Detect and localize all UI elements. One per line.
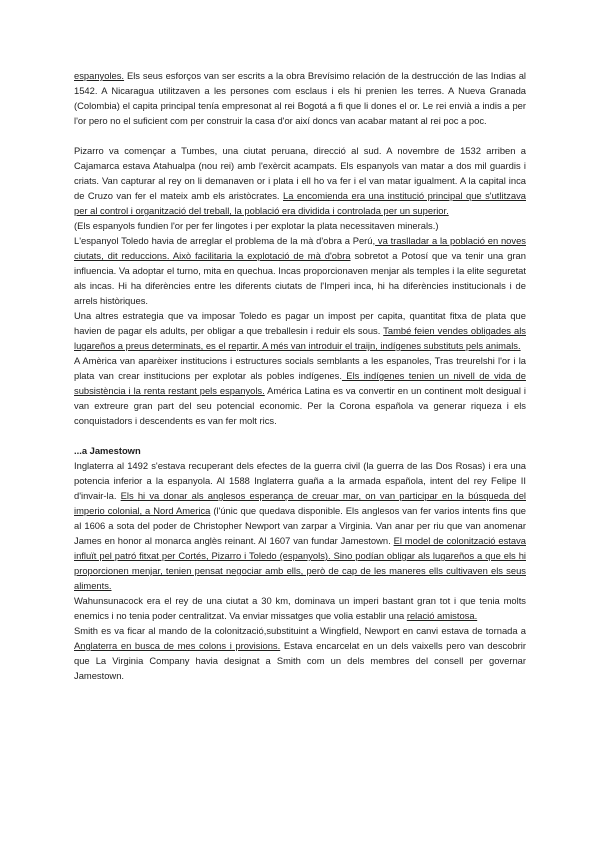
paragraph-8 [74,593,526,623]
body-text: Una altres estrategia que va imposar Toledo es pagar un impost per capita, quantitat fitxa de plata que havien de pagar els adults, per obligar a que treballesin i reduir els sous. [74,310,526,336]
body-text: sobretot a Potosí que va tenir una gran influencia. Va adoptar el turno, mita en quechua. Incas proporcionaven menjar als temples i la elite seguretat als incas. Hi ha diferències entre les diferents ciutats de l'Imperi inca, hi ha diferències institucionals i de arrels històriques. [74,250,526,306]
underlined-text: Anglaterra en busca de mes colons i provisions. [74,640,281,651]
paragraph-6 [74,353,526,428]
paragraph-3: (Els espanyols fundien l'or per fer lingotes i per explotar la plata necessitaven minerals.) [74,220,439,231]
body-text: Els seus esforços van ser escrits a la obra Brevísimo relación de la destrucción de las Indias al 1542. A Nicaragua utilitzaven a les persones com esclaus i els hi prenien les terres. A Nueva Granada (Colombia) el capita principal tenía empresonat al rei Bogotá a fi que li dones el or. Le rei envià a indis a per l'or pero no el suficient com per construir la casa d'or així doncs van acabar matant al rei poc a poc. [74,70,526,126]
paragraph-gap [74,428,526,443]
underlined-text: espanyoles. [74,70,125,81]
underlined-text: El model de colonització estava influït pel patró fitxat per Cortés, Pizarro i Toledo (espanyols). Sino podían obligar als lugareños a que els hi proporcionen menjar, tenien pensat negociar amb ells, però de cap de les maneres ells cultivaven els seus aliments. [74,535,526,591]
paragraph-1 [74,68,526,128]
underlined-text: va traslladar a la població en noves ciutats, dit reduccions. Això facilitaria la explotació de mà d'obra [74,235,526,261]
body-text: Smith es va ficar al mando de la colonització,substituint a Wingfield, Newport en canvi estava de tornada a [74,625,526,636]
body-text: Pizarro va començar a Tumbes, una ciutat peruana, direcció al sud. A novembre de 1532 arriben a Cajamarca estava Atahualpa (nou rei) amb l'exèrcit acampats. Els espanyols van matar a dos mil guardis i criats. Van capturar al rey on li demanaven or i plata i ell ho va fer i el van matar igualment. A la capital inca de Cruzo van fer el mateix amb els aristòcrates. [74,145,526,201]
underlined-text: La encomienda era una institució principal que s'utlitzava per al control i organització del treball, la població era dividida i controlada per un superior. [74,190,526,216]
body-text: A Amèrica van aparèixer institucions i estructures socials semblants a les espanoles, Tras treurelshi l'or i la plata van crear institucions per explotar als pobles indígenes. [74,355,526,381]
paragraph-2 [74,143,526,218]
underlined-text: Els indígenes tenien un nivell de vida de subsistència i la renta restant pels espanyols. [74,370,526,396]
section-heading: ...a Jamestown [74,445,141,456]
paragraph-5 [74,308,526,353]
underlined-text: Els hi va donar als anglesos esperança de creuar mar, on van participar en la búsqueda del imperio colonial, a Nord America [74,490,526,516]
body-text: América Latina es va convertir en un continent molt desigual i van extreure gran part del seu potencial economic. Per la Corona española va generar riqueza i els conquistadors i descendents es van fer molt rics. [74,385,526,426]
body-text: L'espanyol Toledo havia de arreglar el problema de la mà d'obra a Perú, [74,235,376,246]
body-text: Estava encarcelat en un dels vaixells pero van descobrir que La Virginia Company havia designat a Smith com un dels membres del consell per governar Jamestown. [74,640,526,681]
paragraph-9 [74,623,526,683]
body-text: Inglaterra al 1492 s'estava recuperant dels efectes de la guerra civil (la guerra de las Dos Rosas) i era una potencia inferior a la espanyola. Al 1588 Inglaterra guaña a la armada española, intent del rey Felipe II d'invair-la. [74,460,526,501]
body-text: Wahunsunacock era el rey de una ciutat a 30 km, dominava un imperi bastant gran tot i que tenia molts enemics i no tenia poder centralitzat. Va enviar missatges que volia establir una [74,595,526,621]
paragraph-gap [74,128,526,143]
paragraph-4 [74,233,526,308]
paragraph-7 [74,458,526,593]
body-text: (l'únic que quedava disponible. Els anglesos van fer varios intents fins que al 1606 a sota del poder de Christopher Newport van zarpar a Virginia. Van anar per riu que van anomenar James en honor al monarca anglès reinant. Al 1607 van fundar Jamestown. [74,505,526,546]
underlined-text: També feien vendes obligades als lugareños a preus determinats, es el repartir. A més van introduir el traijn, indígenes substituts pels animals. [74,325,526,351]
document-body [74,68,526,683]
underlined-text: relació amistosa. [406,610,478,621]
